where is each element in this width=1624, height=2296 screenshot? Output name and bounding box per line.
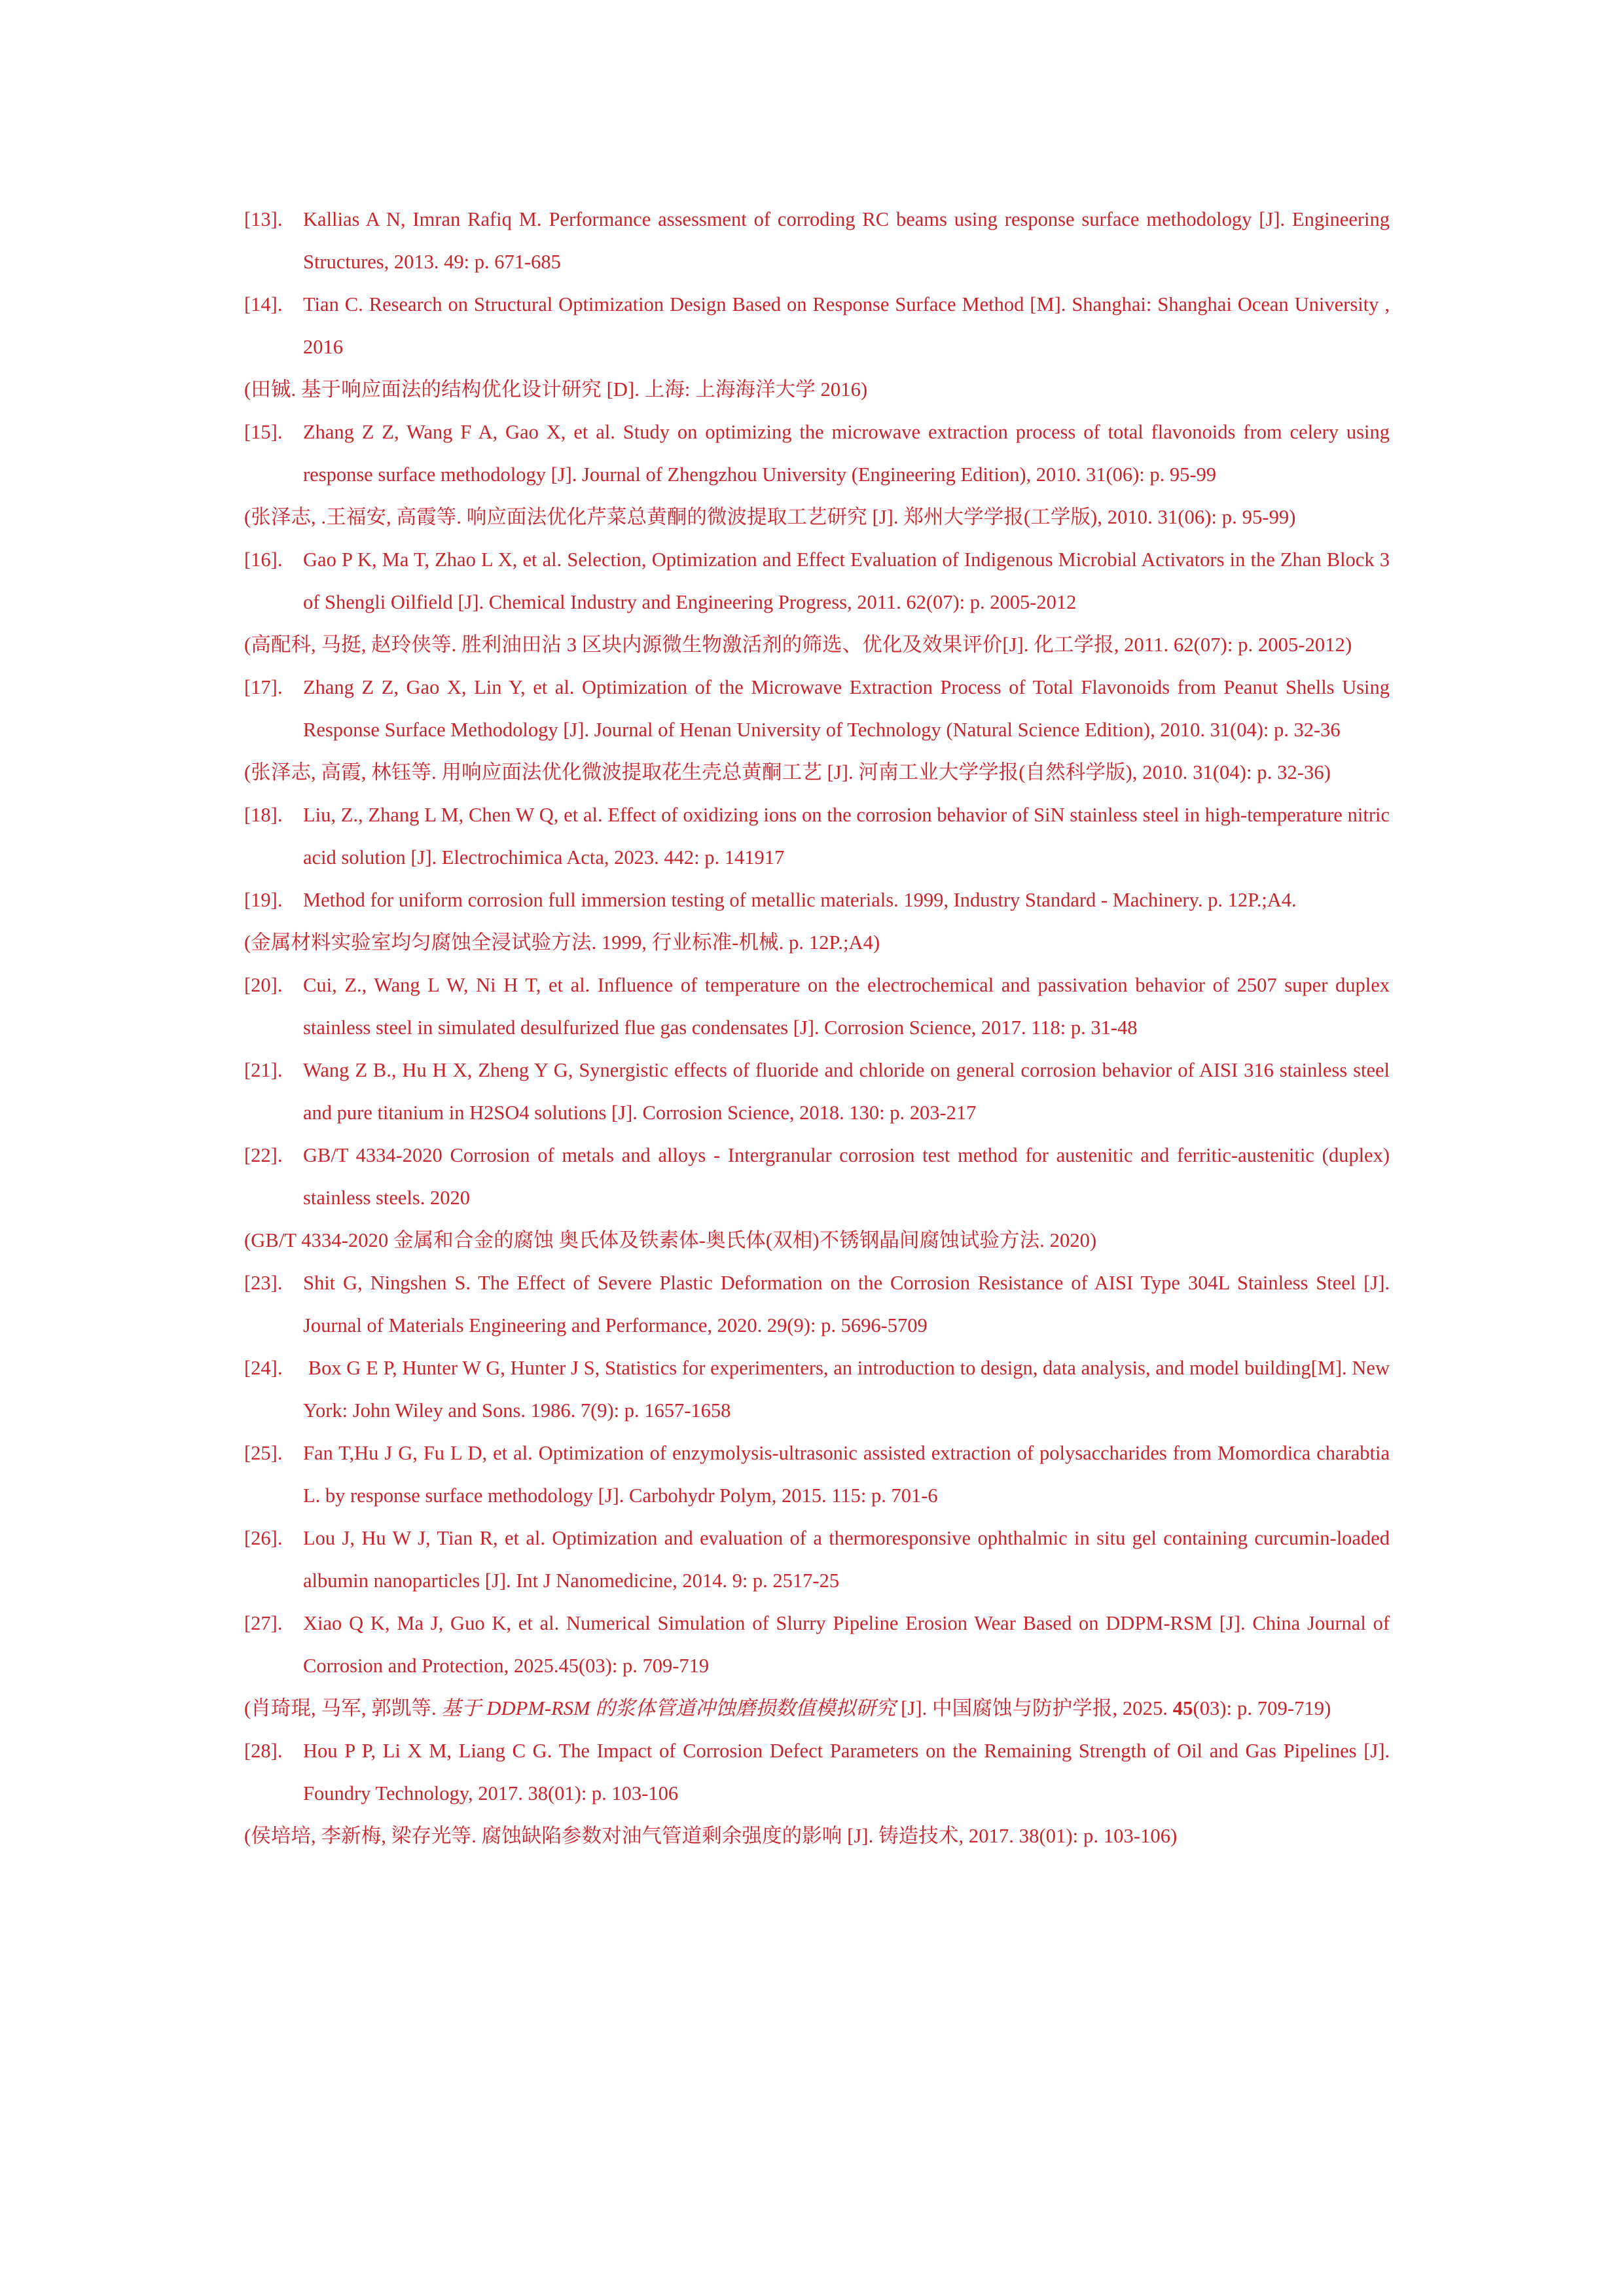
reference-23 bbox=[244, 1262, 1390, 1347]
reference-number: [26]. bbox=[244, 1527, 283, 1549]
reference-list bbox=[244, 198, 1394, 1857]
reference-text: Hou P P, Li X M, Liang C G. The Impact of Corrosion Defect Parameters on the Remaining Strength of Oil and Gas Pipelines [J]. Foundry Technology, 2017. 38(01): p. 103-106 bbox=[303, 1740, 1390, 1804]
reference-27 bbox=[244, 1602, 1390, 1687]
reference-14 bbox=[244, 283, 1390, 368]
reference-text: Gao P K, Ma T, Zhao L X, et al. Selection, Optimization and Effect Evaluation of Indigenous Microbial Activators in the Zhan Block 3 of Shengli Oilfield [J]. Chemical Industry and Engineering Progress, 2011. 62(07): p. 2005-2012 bbox=[303, 548, 1390, 613]
reference-number: [25]. bbox=[244, 1442, 283, 1464]
reference-21 bbox=[244, 1049, 1390, 1134]
reference-number: [13]. bbox=[244, 208, 283, 230]
reference-number: [18]. bbox=[244, 804, 283, 826]
reference-15 bbox=[244, 411, 1390, 496]
reference-number: [17]. bbox=[244, 676, 283, 698]
chinese-translation-14: (田铖. 基于响应面法的结构优化设计研究 [D]. 上海: 上海海洋大学 2016) bbox=[244, 378, 868, 401]
reference-number: [21]. bbox=[244, 1059, 283, 1081]
reference-20 bbox=[244, 964, 1390, 1049]
reference-text: Wang Z B., Hu H X, Zheng Y G, Synergistic effects of fluoride and chloride on general corrosion behavior of AISI 316 stainless steel and pure titanium in H2SO4 solutions [J]. Corrosion Science, 2018. 130: p. 203-217 bbox=[303, 1059, 1390, 1124]
reference-number: [28]. bbox=[244, 1740, 283, 1762]
reference-number: [20]. bbox=[244, 974, 283, 996]
reference-text: Fan T,Hu J G, Fu L D, et al. Optimization of enzymolysis-ultrasonic assisted extraction of polysaccharides from Momordica charabtia L. by response surface methodology [J]. Carbohydr Polym, 2015. 115: p. 701-6 bbox=[303, 1442, 1390, 1507]
reference-text: Shit G, Ningshen S. The Effect of Severe Plastic Deformation on the Corrosion Resistance of AISI Type 304L Stainless Steel [J]. Journal of Materials Engineering and Performance, 2020. 29(9): p. 5696-5709 bbox=[303, 1272, 1390, 1336]
reference-28 bbox=[244, 1730, 1390, 1815]
chinese-translation-27 bbox=[244, 1687, 1390, 1730]
reference-25 bbox=[244, 1432, 1390, 1517]
translation-pages: (03): p. 709-719) bbox=[1193, 1697, 1331, 1719]
chinese-translation-19: (金属材料实验室均匀腐蚀全浸试验方法. 1999, 行业标准-机械. p. 12P.;A4) bbox=[244, 931, 880, 954]
reference-number: [14]. bbox=[244, 293, 283, 315]
reference-24 bbox=[244, 1347, 1394, 1432]
reference-22 bbox=[244, 1134, 1390, 1219]
reference-text: Tian C. Research on Structural Optimization Design Based on Response Surface Method [M]. Shanghai: Shanghai Ocean University , 2016 bbox=[303, 293, 1390, 358]
chinese-translation-16: (高配科, 马挺, 赵玲侠等. 胜利油田沾 3 区块内源微生物激活剂的筛选、优化及效果评价[J]. 化工学报, 2011. 62(07): p. 2005-2012) bbox=[244, 634, 1352, 656]
reference-text: Xiao Q K, Ma J, Guo K, et al. Numerical Simulation of Slurry Pipeline Erosion Wear Based on DDPM-RSM [J]. China Journal of Corrosion and Protection, 2025.45(03): p. 709-719 bbox=[303, 1612, 1390, 1677]
reference-text: Zhang Z Z, Wang F A, Gao X, et al. Study on optimizing the microwave extraction process of total flavonoids from celery using response surface methodology [J]. Journal of Zhengzhou University (Engineering Edition), 2010. 31(06): p. 95-99 bbox=[303, 421, 1390, 486]
translation-journal: [J]. 中国腐蚀与防护学报, 2025. bbox=[895, 1697, 1173, 1719]
reference-number: [22]. bbox=[244, 1144, 283, 1166]
chinese-translation-22: (GB/T 4334-2020 金属和合金的腐蚀 奥氏体及铁素体-奥氏体(双相)不锈钢晶间腐蚀试验方法. 2020) bbox=[244, 1229, 1097, 1251]
reference-number: [27]. bbox=[244, 1612, 283, 1634]
reference-16 bbox=[244, 539, 1390, 624]
chinese-translation-15: (张泽志, .王福安, 高霞等. 响应面法优化芹菜总黄酮的微波提取工艺研究 [J]. 郑州大学学报(工学版), 2010. 31(06): p. 95-99) bbox=[244, 506, 1296, 528]
reference-19 bbox=[244, 879, 1390, 922]
reference-number: [23]. bbox=[244, 1272, 283, 1294]
chinese-translation-17: (张泽志, 高霞, 林钰等. 用响应面法优化微波提取花生壳总黄酮工艺 [J]. 河南工业大学学报(自然科学版), 2010. 31(04): p. 32-36) bbox=[244, 761, 1331, 783]
reference-number: [24]. bbox=[244, 1357, 283, 1379]
translation-authors: (肖琦琨, 马军, 郭凯等. bbox=[244, 1697, 442, 1719]
reference-text: Zhang Z Z, Gao X, Lin Y, et al. Optimization of the Microwave Extraction Process of Total Flavonoids from Peanut Shells Using Response Surface Methodology [J]. Journal of Henan University of Technology (Natural Science Edition), 2010. 31(04): p. 32-36 bbox=[303, 676, 1390, 741]
reference-number: [19]. bbox=[244, 889, 283, 911]
chinese-translation-28: (侯培培, 李新梅, 梁存光等. 腐蚀缺陷参数对油气管道剩余强度的影响 [J]. 铸造技术, 2017. 38(01): p. 103-106) bbox=[244, 1825, 1178, 1847]
reference-13 bbox=[244, 198, 1390, 283]
reference-text: Method for uniform corrosion full immersion testing of metallic materials. 1999, Industry Standard - Machinery. p. 12P.;A4. bbox=[303, 889, 1297, 911]
reference-text: Cui, Z., Wang L W, Ni H T, et al. Influence of temperature on the electrochemical and passivation behavior of 2507 super duplex stainless steel in simulated desulfurized flue gas condensates [J]. Corrosion Science, 2017. 118: p. 31-48 bbox=[303, 974, 1390, 1039]
reference-number: [15]. bbox=[244, 421, 283, 443]
reference-text: Lou J, Hu W J, Tian R, et al. Optimization and evaluation of a thermoresponsive ophthalmic in situ gel containing curcumin-loaded albumin nanoparticles [J]. Int J Nanomedicine, 2014. 9: p. 2517-25 bbox=[303, 1527, 1390, 1592]
translation-volume: 45 bbox=[1172, 1697, 1193, 1719]
reference-text: Kallias A N, Imran Rafiq M. Performance assessment of corroding RC beams using response surface methodology [J]. Engineering Structures, 2013. 49: p. 671-685 bbox=[303, 208, 1390, 273]
reference-18 bbox=[244, 794, 1390, 879]
reference-26 bbox=[244, 1517, 1390, 1602]
translation-title: 基于 DDPM-RSM 的浆体管道冲蚀磨损数值模拟研究 bbox=[441, 1697, 896, 1719]
reference-text: GB/T 4334-2020 Corrosion of metals and alloys - Intergranular corrosion test method for austenitic and ferritic-austenitic (duplex) stainless steels. 2020 bbox=[303, 1144, 1390, 1209]
reference-text: Box G E P, Hunter W G, Hunter J S, Statistics for experimenters, an introduction to design, data analysis, and model building[M]. New York: John Wiley and Sons. 1986. 7(9): p. 1657-1658 bbox=[303, 1357, 1394, 1422]
reference-text: Liu, Z., Zhang L M, Chen W Q, et al. Effect of oxidizing ions on the corrosion behavior of SiN stainless steel in high-temperature nitric acid solution [J]. Electrochimica Acta, 2023. 442: p. 141917 bbox=[303, 804, 1390, 869]
reference-number: [16]. bbox=[244, 548, 283, 571]
reference-17 bbox=[244, 666, 1390, 751]
